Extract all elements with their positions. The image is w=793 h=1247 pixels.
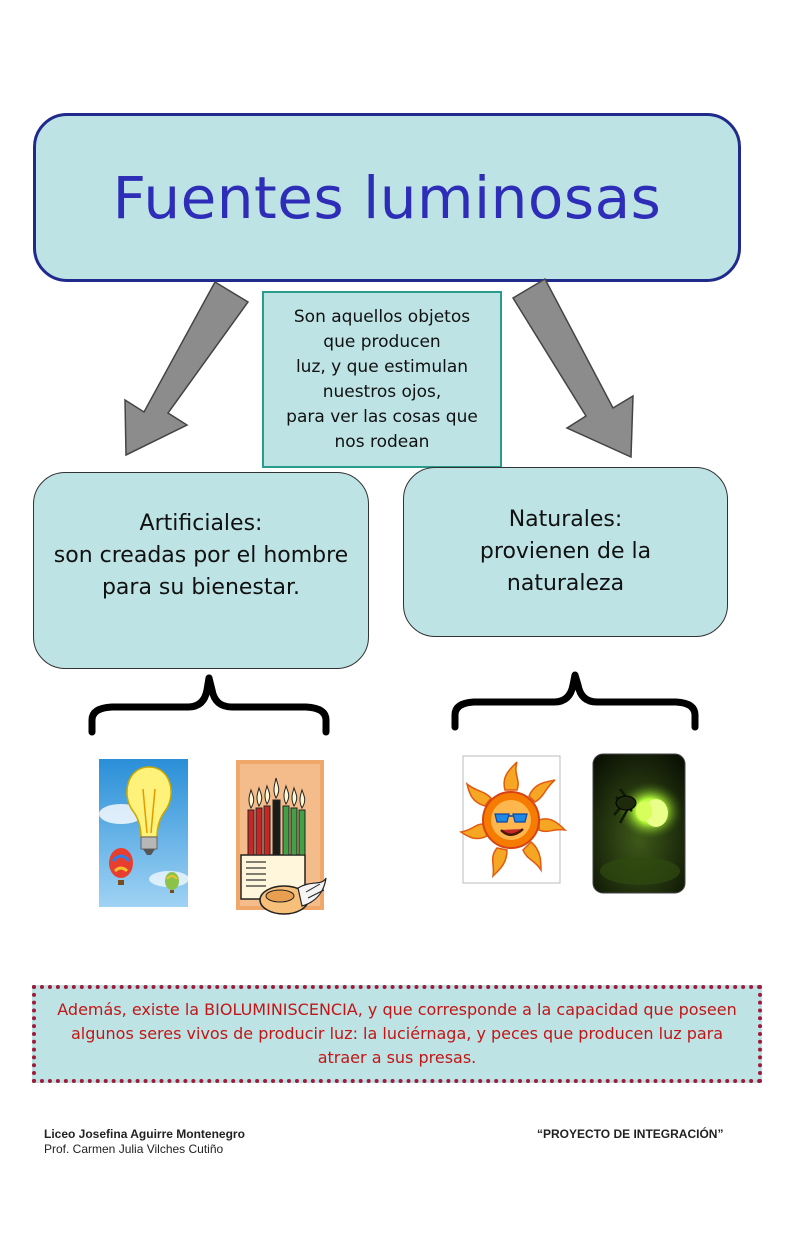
natural-card [403, 467, 728, 637]
left-brace-icon [92, 678, 326, 732]
artificial-body: son creadas por el hombre para su bienestar. [53, 542, 349, 600]
lightbulb-balloons-icon [99, 759, 188, 907]
page-title: Fuentes luminosas [112, 163, 662, 232]
artificial-heading: Artificiales: [139, 510, 263, 536]
left-arrow-icon [125, 282, 248, 455]
footer-teacher: Prof. Carmen Julia Vilches Cutiño [44, 1142, 224, 1156]
natural-body: provienen de la naturaleza [479, 539, 652, 596]
firefly-icon [590, 751, 688, 896]
note-text: Además, existe la BIOLUMINISCENCIA, y que corresponde a la capacidad que poseen algunos seres vivos de producir luz: la luciérnaga, y peces que producen luz para atraer a sus presas. [57, 1000, 737, 1067]
right-arrow-icon [513, 279, 633, 457]
natural-heading: Naturales: [508, 507, 623, 532]
right-brace-icon [455, 675, 695, 727]
candles-icon [236, 760, 328, 926]
artificial-card [33, 472, 369, 669]
definition-text: Son aquellos objetos que producen luz, y que estimulan nuestros ojos, para ver las cosas que nos rodean [286, 306, 478, 452]
footer-project: “PROYECTO DE INTEGRACIÓN” [537, 1127, 724, 1141]
footer-school: Liceo Josefina Aguirre Montenegro [44, 1127, 245, 1141]
note-box [32, 985, 762, 1083]
sun-icon [463, 756, 560, 883]
definition-box [262, 291, 502, 468]
braces [0, 670, 793, 740]
